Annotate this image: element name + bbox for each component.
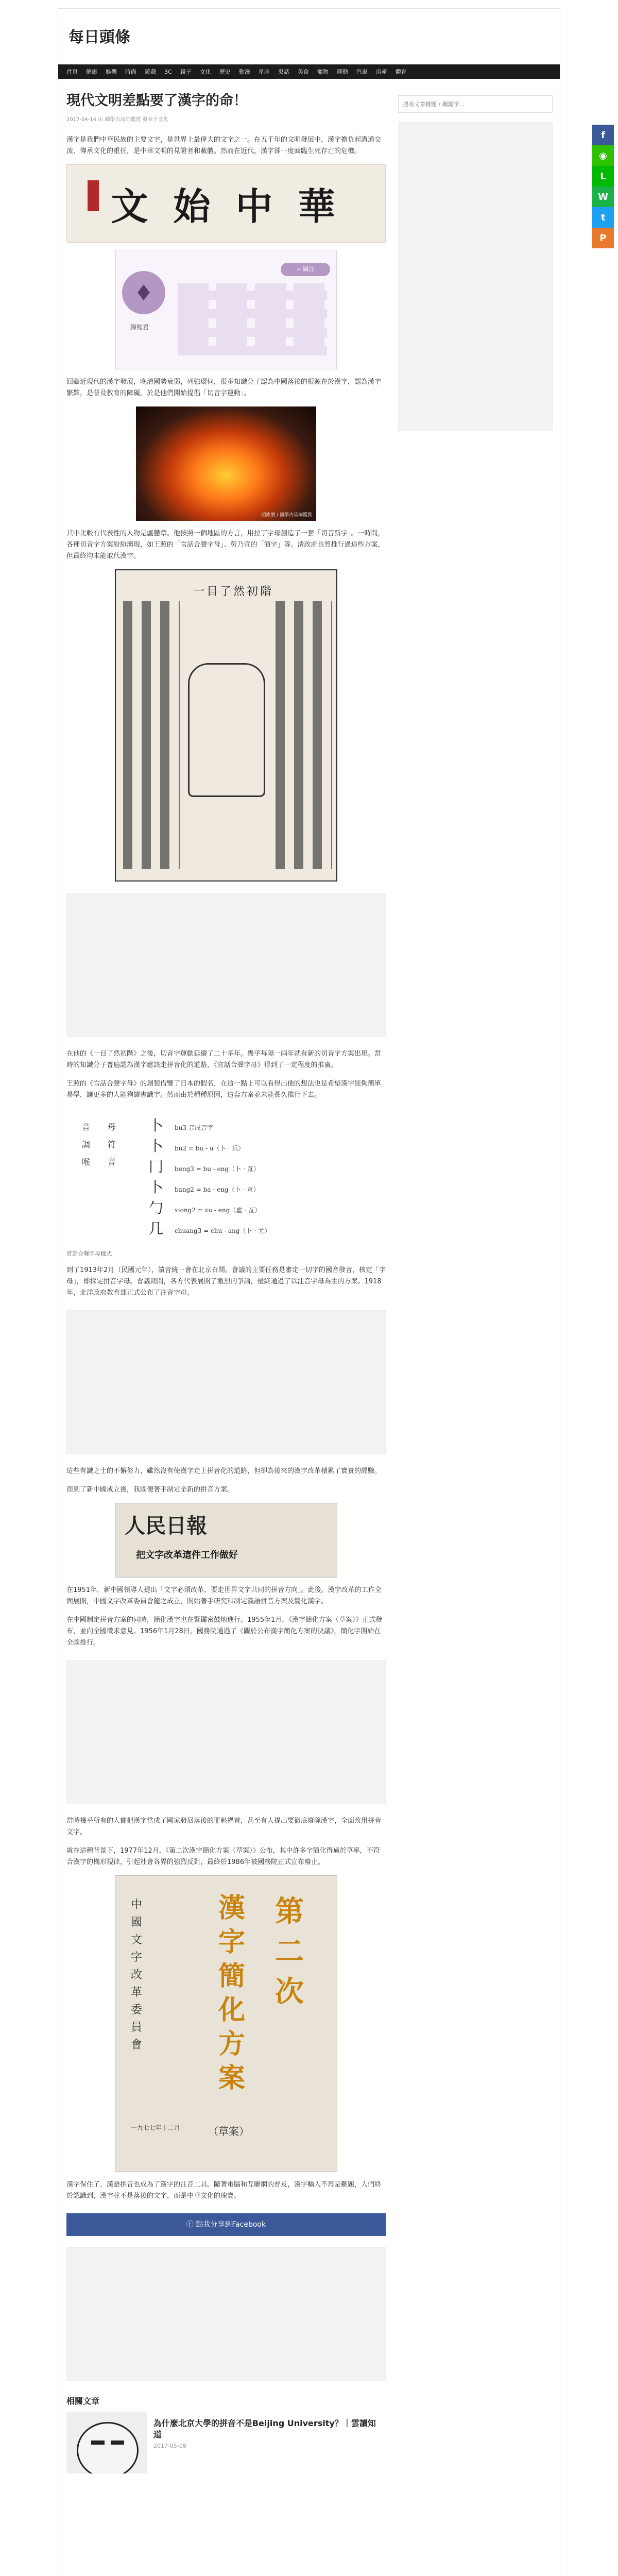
nav-item[interactable]: 遊戲 <box>145 69 156 75</box>
seal-mark <box>88 180 99 211</box>
book-cover-subtitle: 第二次 <box>275 1894 304 2009</box>
related-heading: 相關文章 <box>66 2396 100 2406</box>
vessel-drawing <box>188 663 265 797</box>
follow-button[interactable]: + 關注 <box>281 263 330 276</box>
related-article[interactable] <box>66 2412 386 2473</box>
paragraph: 其中比較有代表性的人物是盧戇章。他按照一個地區的方言，用拉丁字母創造了一套「切音新字」。一時間，各種切音字方案紛紛湧現，如王照的「官話合聲字母」、勞乃宣的「簡字」等。清政府也曾推行過這些方案，但最終均未能取代漢字。 <box>66 530 385 560</box>
paragraph: 在中國制定拼音方案的同時，簡化漢字也在緊鑼密鼓地進行。1955年1月，《漢字簡化方案（草案）》正式發布，並向全國徵求意見。1956年1月28日，國務院通過了《關於公布漢字簡化方案的決議》，簡化字開始在全國推行。 <box>66 1616 383 1647</box>
paragraph: 漢字保住了，漢語拼音也成為了漢字的注音工具。隨著電腦和互聯網的普及，漢字輸入不再是難題，人們終於認識到，漢字並不是落後的文字，而是中華文化的瑰寶。 <box>66 2181 382 2200</box>
paragraph: 這些有識之士的不懈努力，雖然沒有使漢字走上拼音化的道路，但卻為後來的漢字改革積累了寶貴的經驗。 <box>66 1467 382 1475</box>
social-share-bar <box>592 125 614 248</box>
meme-eye <box>91 2441 105 2445</box>
book-cover-left-text: 中國文字改革委員會 <box>131 1899 143 2052</box>
nav-item[interactable]: 健康 <box>86 69 97 75</box>
search-input[interactable] <box>398 95 553 113</box>
profile-card-image <box>115 250 337 369</box>
nav-item[interactable]: 運動 <box>336 69 348 75</box>
nav-item[interactable]: 鬼話 <box>278 69 289 75</box>
pinyin-rows <box>175 1117 360 1241</box>
ad-slot <box>66 1660 386 1804</box>
zhuyin-label: 喉 <box>82 1157 91 1167</box>
nav-item[interactable]: 3C <box>164 68 172 75</box>
paragraph: 就在這種背景下，1977年12月，《第二次漢字簡化方案（草案）》公布，其中許多字簡化得過於草率，不符合漢字的構形規律，引起社會各界的強烈反對，最終於1986年被國務院正式宣布廢止。 <box>66 1847 380 1866</box>
profile-name: 錦鲤君 <box>130 324 149 331</box>
newspaper-masthead: 人民日報 <box>125 1514 207 1538</box>
zhuyin-left-column <box>82 1118 139 1232</box>
nav-item[interactable]: 首頁 <box>66 69 78 75</box>
meme-eye <box>111 2441 124 2445</box>
image-watermark: 頭條號 / 國學古詩詞鑑賞 <box>261 513 312 518</box>
nav-item[interactable]: 房產 <box>375 69 387 75</box>
page-container <box>58 8 560 2576</box>
newspaper-headline: 把文字改革這件工作做好 <box>136 1550 238 1561</box>
paragraph: 在他的《一目了然初階》之後，切音字運動延續了二十多年。幾乎每隔一兩年就有新的切音字方案出現。當時的知識分子普遍認為漢字應該走拼音化的道路，《官話合聲字母》得到了一定程度的推廣。 <box>66 1050 382 1069</box>
paragraph: 當時幾乎所有的人都把漢字當成了國家發展落後的罪魁禍首，甚至有人提出要徹底廢除漢字，全面改用拼音文字。 <box>66 1817 382 1836</box>
pinyin-row: bang2 = ba - eng（卜‧亙） <box>175 1186 260 1193</box>
main-nav <box>58 64 560 79</box>
weibo-icon[interactable]: W <box>592 187 614 207</box>
ad-slot <box>66 1310 386 1454</box>
ad-slot <box>66 893 386 1037</box>
pinyin-row: beng3 = bu - eng（卜‧亙） <box>175 1165 260 1173</box>
pinterest-icon[interactable]: P <box>592 228 614 248</box>
pinyin-row: bu3 音成音字 <box>175 1124 213 1131</box>
twitter-icon[interactable]: t <box>592 207 614 228</box>
profile-grid <box>178 283 327 355</box>
newspaper-image <box>115 1503 337 1578</box>
nav-item[interactable]: 歷史 <box>219 69 231 75</box>
fire-image <box>136 406 316 521</box>
paragraph: 漢字是我們中華民族的主要文字，是世界上最偉大的文字之一。在五千年的文明發展中，漢字擔負起溝通交流、傳承文化的重任，是中華文明的見證者和載體。然而在近代，漢字卻一度面臨生死存亡的危機。 <box>66 136 382 155</box>
book-text-columns <box>123 601 180 869</box>
line-icon[interactable]: L <box>592 166 614 187</box>
facebook-share-button[interactable]: ⓕ 點我分享到Facebook <box>66 2213 386 2236</box>
site-title[interactable]: 每日頭條 <box>68 28 130 46</box>
zhuyin-label: 調 <box>82 1140 91 1149</box>
facebook-icon[interactable]: f <box>592 125 614 145</box>
related-text <box>147 2412 386 2473</box>
nav-item[interactable]: 汽車 <box>356 69 368 75</box>
calligraphy-text: 文 始 中 華 <box>111 184 341 228</box>
related-title[interactable]: 為什麼北京大學的拼音不是Beijing University？｜雲讀知道 <box>153 2418 376 2439</box>
avatar: ♦ <box>122 271 165 314</box>
sidebar-ad-slot <box>398 122 553 431</box>
book-cover-date: 一九七七年十二月 <box>131 2124 181 2131</box>
zhuyin-label: 音 <box>82 1122 91 1132</box>
paragraph: 在1951年，新中國領導人提出「文字必須改革，要走世界文字共同的拼音方向」。此後，漢字改革的工作全面展開，中國文字改革委員會隨之成立，開始著手研究和制定漢語拼音方案及簡化漢字。 <box>66 1586 382 1605</box>
nav-item[interactable]: 體育 <box>395 69 407 75</box>
old-book-image <box>115 569 337 882</box>
paragraph: 到了1913年2月（民國元年），讀音統一會在北京召開。會議的主要任務是審定一切字的國音發音，核定「字母」，即採定拼音字母。會議期間，各方代表展開了激烈的爭論，最終通過了以注音字母為主的方案。1918年，北洋政府教育部正式公布了注音字母。 <box>66 1266 386 1297</box>
zhuyin-label: 符 <box>108 1140 116 1149</box>
image-caption: 官話合聲字母樣式 <box>66 1250 112 1257</box>
pinyin-row: bu2 = bu - u（卜‧兵） <box>175 1145 245 1152</box>
paragraph: 回顧近現代的漢字發展，晚清國勢衰弱，列強環伺，很多知識分子認為中國落後的根源在於漢字，認為漢字繁難，是普及教育的障礙。於是他們開始提倡「切音字運動」。 <box>66 378 382 397</box>
site-header <box>58 9 560 60</box>
zhuyin-label: 母 <box>108 1122 116 1132</box>
paragraph: 而到了新中國成立後，我國便著手制定全新的拼音方案。 <box>66 1486 234 1494</box>
nav-item[interactable]: 寵物 <box>317 69 329 75</box>
book-cover-image <box>115 1875 337 2172</box>
nav-item[interactable]: 親子 <box>180 69 192 75</box>
related-date: 2017-05-08 <box>153 2443 186 2449</box>
book-cover-main-title: 漢字簡化方案 <box>218 1892 246 2094</box>
nav-item[interactable]: 文化 <box>199 69 211 75</box>
pinyin-row: chuang3 = chu - ang（卜‧尤） <box>175 1227 271 1234</box>
nav-item[interactable]: 娛樂 <box>106 69 117 75</box>
related-thumbnail[interactable] <box>66 2412 147 2473</box>
meme-face-icon <box>77 2422 139 2473</box>
nav-item[interactable]: 美食 <box>297 69 309 75</box>
wechat-icon[interactable]: ◉ <box>592 145 614 166</box>
article-title: 現代文明差點要了漢字的命！ <box>66 93 247 109</box>
nav-item[interactable]: 時尚 <box>125 69 136 75</box>
nav-item[interactable]: 動漫 <box>238 69 250 75</box>
zhuyin-glyph-column: 卜 卜 冂 卜 勹 几 <box>149 1117 164 1237</box>
book-title: 一目了然初階 <box>193 585 274 598</box>
pinyin-row: xiong2 = xu - eng（虛‧亙） <box>175 1207 261 1214</box>
paragraph: 王照的《官話合聲字母》的創製借鑒了日本的假名，在這一點上可以看得出他的想法也是希望漢字能夠簡單易學，讓更多的人能夠讀書識字。然而由於種種原因，這套方案並未能長久推行下去。 <box>66 1080 382 1099</box>
nav-item[interactable]: 星座 <box>258 69 270 75</box>
zhuyin-label: 音 <box>108 1157 116 1167</box>
calligraphy-image <box>66 164 386 243</box>
zhuyin-diagram-image <box>66 1108 386 1242</box>
article <box>66 91 386 2473</box>
book-cover-draft: （草案） <box>208 2125 249 2138</box>
sidebar <box>398 95 553 431</box>
article-meta: 2017-04-14 由 國學古詩詞鑑賞 發表于文化 <box>66 115 386 127</box>
ad-slot <box>66 2247 386 2381</box>
book-text-columns <box>276 601 332 869</box>
